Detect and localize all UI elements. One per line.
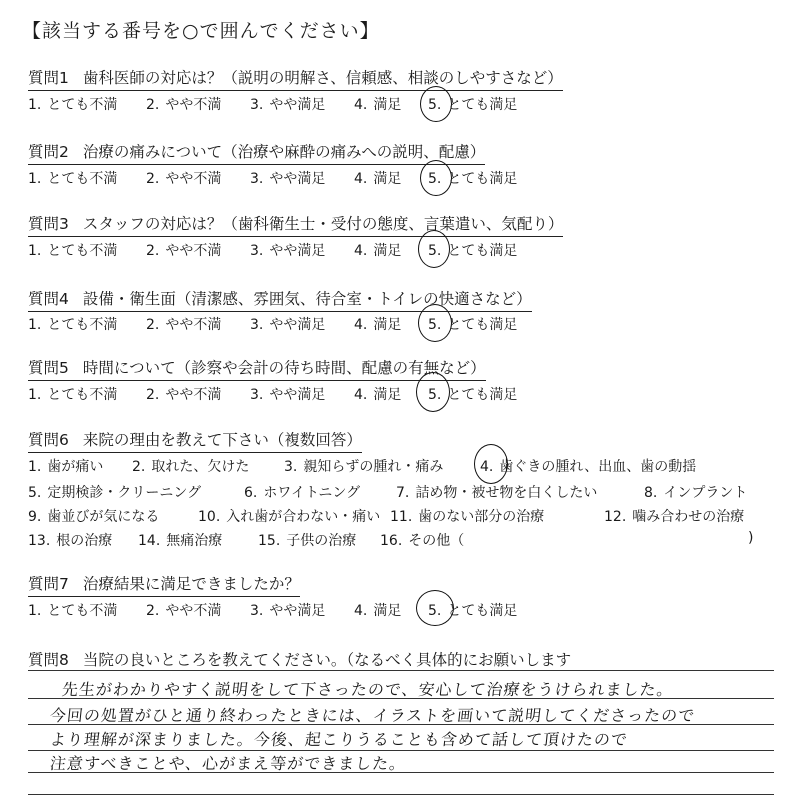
q2-option-3[interactable]: 3. やや満足: [250, 171, 326, 187]
q6-option-4[interactable]: 4. 歯ぐきの腫れ、出血、歯の動揺: [480, 459, 697, 475]
q3-option-4[interactable]: 4. 満足: [354, 243, 402, 259]
question-1-title: [28, 66, 563, 88]
question-2-title: [28, 140, 485, 162]
q6-option-10[interactable]: 10. 入れ歯が合わない・痛い: [198, 509, 381, 525]
q5-option-2[interactable]: 2. やや不満: [146, 387, 222, 403]
answer-line-6: [28, 794, 774, 795]
q6-option-2[interactable]: 2. 取れた、欠けた: [132, 459, 250, 475]
q1-option-4[interactable]: 4. 満足: [354, 97, 402, 113]
q6-option-14[interactable]: 14. 無痛治療: [138, 533, 223, 549]
question-7-text: 治療結果に満足できましたか？: [82, 575, 300, 593]
q6-option-16[interactable]: 16. その他（: [380, 533, 465, 549]
page-title: 【該当する番号を○で囲んでください】: [22, 20, 380, 42]
question-4-underline: [28, 311, 532, 312]
question-1-number: 質問1: [28, 69, 69, 87]
handwritten-answer-line-2: 今回の処置がひと通り終わったときには、イラストを画いて説明してくださったので: [48, 706, 697, 725]
q3-option-2[interactable]: 2. やや不満: [146, 243, 222, 259]
question-5-underline: [28, 380, 486, 381]
q4-option-1[interactable]: 1. とても不満: [28, 317, 118, 333]
q1-option-2[interactable]: 2. やや不満: [146, 97, 222, 113]
q6-option-12[interactable]: 12. 噛み合わせの治療: [604, 509, 745, 525]
q4-option-4[interactable]: 4. 満足: [354, 317, 402, 333]
q2-option-4[interactable]: 4. 満足: [354, 171, 402, 187]
q7-option-5[interactable]: 5. とても満足: [428, 603, 518, 619]
question-6-text: 来院の理由を教えて下さい（複数回答）: [82, 431, 362, 449]
q4-option-2[interactable]: 2. やや不満: [146, 317, 222, 333]
q7-option-4[interactable]: 4. 満足: [354, 603, 402, 619]
question-2-underline: [28, 164, 485, 165]
q5-option-1[interactable]: 1. とても不満: [28, 387, 118, 403]
question-4-text: 設備・衛生面（清潔感、雰囲気、待合室・トイレの快適さなど）: [82, 290, 532, 308]
q2-option-2[interactable]: 2. やや不満: [146, 171, 222, 187]
question-1-text: 歯科医師の対応は？（説明の明解さ、信頼感、相談のしやすさなど）: [82, 69, 563, 87]
q1-option-3[interactable]: 3. やや満足: [250, 97, 326, 113]
question-5-text: 時間について（診察や会計の待ち時間、配慮の有無など）: [82, 359, 486, 377]
q1-option-1[interactable]: 1. とても不満: [28, 97, 118, 113]
q6-option-7[interactable]: 7. 詰め物・被せ物を白くしたい: [396, 485, 598, 501]
answer-line-1: [28, 670, 774, 671]
q6-option-8[interactable]: 8. インプラント: [644, 485, 748, 501]
question-6-title: [28, 428, 362, 450]
question-8-title: [28, 648, 571, 670]
q6-option-11[interactable]: 11. 歯のない部分の治療: [390, 509, 545, 525]
q4-option-5[interactable]: 5. とても満足: [428, 317, 518, 333]
q1-option-5[interactable]: 5. とても満足: [428, 97, 518, 113]
q7-option-3[interactable]: 3. やや満足: [250, 603, 326, 619]
q7-option-1[interactable]: 1. とても不満: [28, 603, 118, 619]
question-2-text: 治療の痛みについて（治療や麻酔の痛みへの説明、配慮）: [82, 143, 486, 161]
question-7-number: 質問7: [28, 575, 69, 593]
q2-option-5[interactable]: 5. とても満足: [428, 171, 518, 187]
question-1-underline: [28, 90, 563, 91]
question-5-number: 質問5: [28, 359, 69, 377]
question-7-underline: [28, 596, 300, 597]
question-4-title: [28, 287, 532, 309]
q7-option-2[interactable]: 2. やや不満: [146, 603, 222, 619]
q3-option-5[interactable]: 5. とても満足: [428, 243, 518, 259]
q6-option-6[interactable]: 6. ホワイトニング: [244, 485, 361, 501]
question-3-number: 質問3: [28, 215, 69, 233]
question-6-underline: [28, 452, 362, 453]
q2-option-1[interactable]: 1. とても不満: [28, 171, 118, 187]
question-7-title: [28, 572, 300, 594]
question-3-title: [28, 212, 563, 234]
q6-option-9[interactable]: 9. 歯並びが気になる: [28, 509, 160, 525]
q3-option-3[interactable]: 3. やや満足: [250, 243, 326, 259]
handwritten-answer-line-3: より理解が深まりました。今後、起こりうることも含めて話して頂けたので: [48, 730, 629, 749]
question-3-text: スタッフの対応は？（歯科衛生士・受付の態度、言葉遣い、気配り）: [82, 215, 564, 233]
q4-option-3[interactable]: 3. やや満足: [250, 317, 326, 333]
q6-other-close-paren: ): [748, 530, 754, 546]
question-2-number: 質問2: [28, 143, 69, 161]
handwritten-answer-line-4: 注意すべきことや、心がまえ等ができました。: [48, 754, 408, 773]
question-8-text: 当院の良いところを教えてください。（なるべく具体的にお願いします: [82, 651, 572, 669]
q6-option-1[interactable]: 1. 歯が痛い: [28, 459, 104, 475]
q3-option-1[interactable]: 1. とても不満: [28, 243, 118, 259]
q6-option-5[interactable]: 5. 定期検診・クリーニング: [28, 485, 202, 501]
question-6-number: 質問6: [28, 431, 69, 449]
question-4-number: 質問4: [28, 290, 69, 308]
q5-option-4[interactable]: 4. 満足: [354, 387, 402, 403]
question-3-underline: [28, 236, 563, 237]
q5-option-3[interactable]: 3. やや満足: [250, 387, 326, 403]
q6-option-13[interactable]: 13. 根の治療: [28, 533, 113, 549]
question-5-title: [28, 356, 486, 378]
q5-option-5[interactable]: 5. とても満足: [428, 387, 518, 403]
question-8-number: 質問8: [28, 651, 69, 669]
handwritten-answer-line-1: 先生がわかりやすく説明をして下さったので、安心して治療をうけられました。: [60, 680, 675, 699]
q6-option-3[interactable]: 3. 親知らずの腫れ・痛み: [284, 459, 444, 475]
q6-option-15[interactable]: 15. 子供の治療: [258, 533, 357, 549]
